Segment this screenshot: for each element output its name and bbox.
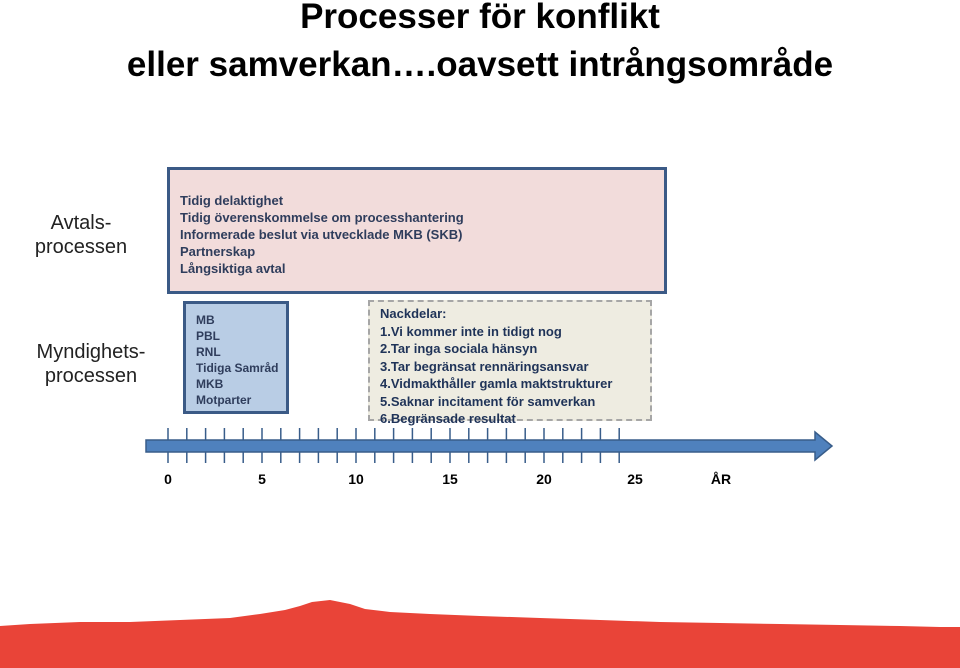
list-item: MKB — [196, 377, 224, 391]
page-title-line-2: eller samverkan….oavsett intrångsområde — [126, 45, 834, 84]
list-item: PBL — [196, 329, 220, 343]
list-item: Informerade beslut via utvecklade MKB (SKB) — [180, 227, 463, 242]
list-item: Tidiga Samråd — [196, 361, 279, 375]
list-item: 5.Saknar incitament för samverkan — [380, 393, 596, 409]
list-item: 2.Tar inga sociala hänsyn — [380, 341, 538, 356]
list-item: 6.Begränsade resultat — [380, 411, 516, 426]
list-item: Tidig överenskommelse om processhantering — [180, 210, 464, 225]
timeline-label: ÅR — [710, 471, 732, 487]
list-item: MB — [196, 313, 215, 327]
list-item: 1.Vi kommer inte in tidigt nog — [380, 323, 562, 339]
list-item: Motparter — [196, 393, 252, 407]
row-label-line: Myndighets- — [36, 341, 146, 363]
list-item: Partnerskap — [180, 244, 256, 259]
timeline-label: 0 — [164, 471, 172, 487]
list-item: Tidig delaktighet — [180, 193, 284, 208]
row-label-line: processen — [34, 236, 128, 259]
mountain-shape — [0, 600, 960, 668]
list-item: 4.Vidmakthåller gamla maktstrukturer — [380, 376, 613, 391]
timeline-arrow-shape — [146, 432, 832, 460]
list-item: 3.Tar begränsat rennäringsansvar — [380, 358, 589, 374]
timeline-label: 10 — [348, 471, 364, 487]
mountain-silhouette-footer — [0, 600, 960, 668]
page-title-line-1: Processer för konflikt — [300, 0, 660, 36]
timeline-label: 25 — [627, 471, 643, 487]
list-item: RNL — [196, 345, 221, 359]
timeline-label: 20 — [536, 471, 552, 487]
row-label-line: processen — [44, 365, 138, 388]
row-label-line: Avtals- — [50, 212, 112, 234]
timeline-label: 5 — [258, 471, 266, 487]
timeline-label: 15 — [442, 471, 458, 487]
nackdelar-heading: Nackdelar: — [380, 306, 447, 321]
list-item: Långsiktiga avtal — [180, 261, 286, 276]
